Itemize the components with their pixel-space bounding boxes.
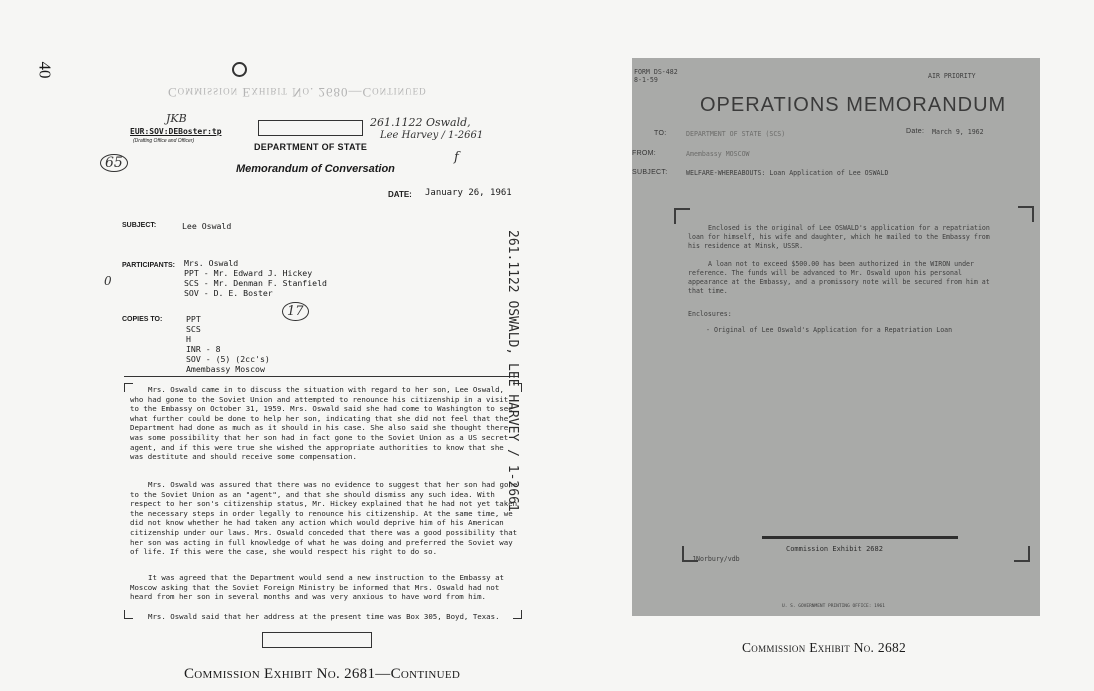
participant: PPT - Mr. Edward J. Hickey — [184, 268, 313, 278]
bottom-classification-box — [262, 632, 372, 648]
priority: AIR PRIORITY — [928, 72, 976, 80]
to-label: TO: — [654, 130, 667, 137]
from-code: EUR:SOV:DEBoster:tp — [130, 127, 222, 136]
memo-paragraph: Mrs. Oswald was assured that there was no evidence to suggest that her son had gone to the Soviet Union as an "agent", and that she should dismiss any such idea. With respect to her son's citizenship status, Mr. Hickey explained that he had not yet taken the necessary steps in order legally to renounce his citizenship. At the same time, we did not know whether he had taken any action which would deprive him of his American citizenship under our laws. Mrs. Oswald conceded that there was a good possibility that her son was acting in full knowledge of what he was doing and preferred the Soviet way of life. If this were the case, she would respect his right to do so. — [130, 480, 518, 557]
ops-paragraph: Enclosed is the original of Lee OSWALD's application for a repatriation loan for himself, his wife and daughter, which he mailed to the Embassy from his residence at Minsk, USSR. — [688, 224, 990, 250]
copy-recipient: PPT — [186, 314, 201, 324]
copy-recipient: SCS — [186, 324, 201, 334]
exhibit-label: Commission Exhibit 2682 — [786, 545, 883, 553]
copy-recipient: H — [186, 334, 191, 344]
copy-recipient: INR - 8 — [186, 344, 221, 354]
form-number: FORM DS-482 — [634, 68, 678, 76]
participant: SOV - D. E. Boster — [184, 288, 273, 298]
participant: Mrs. Oswald — [184, 258, 239, 268]
enclosures-label: Enclosures: — [688, 310, 732, 318]
memo-paragraph: Mrs. Oswald came in to discuss the situation with regard to her son, Lee Oswald, who had gone to the Soviet Union and attempted to renounce his citizenship in a visit to the Embassy on October 31, 1959. Mrs. Oswald said she had come to Washington to see what further could be done to help her son, indicating that she did not feel that the Department had done as much as it should in his case. She also said she thought there was some possibility that her son had in fact gone to the Soviet Union as a US secret agent, and if this were true she wished the appropriate authorities to know that she was destitute and should receive some compensation. — [130, 385, 513, 462]
ops-title: OPERATIONS MEMORANDUM — [700, 94, 1007, 116]
copy-recipient: Amembassy Moscow — [186, 364, 265, 374]
initials-line: JNorbury/vdb — [692, 555, 740, 563]
mirrored-header: Commission Exhibit No. 2680—Continued — [168, 85, 427, 100]
memo-title: Memorandum of Conversation — [236, 163, 395, 175]
department-name: DEPARTMENT OF STATE — [254, 142, 368, 152]
subject-label: SUBJECT: — [122, 222, 157, 229]
copies-label: COPIES TO: — [122, 316, 163, 323]
form-date: 8-1-59 — [634, 76, 658, 84]
subject-label: SUBJECT: — [632, 169, 668, 176]
handwritten-mark: f — [454, 150, 459, 165]
participant: SCS - Mr. Denman F. Stanfield — [184, 278, 327, 288]
initials: JKB — [166, 112, 187, 125]
participants-label: PARTICIPANTS: — [122, 262, 176, 269]
side-stamp-text: 261.1122 OSWALD, LEE HARVEY / 1-2661 — [505, 230, 520, 512]
caption-right: Commission Exhibit No. 2682 — [742, 640, 907, 655]
ops-paragraph: A loan not to exceed $500.00 has been authorized in the WIRON under reference. The funds will be advanced to Mr. Oswald upon his personal appearance at the Embassy, and a promissory note will be secured from him at that time. — [688, 260, 990, 295]
enclosure-item: - Original of Lee Oswald's Application for a Repatriation Loan — [706, 326, 953, 334]
copy-recipient: SOV - (5) (2cc's) — [186, 354, 270, 364]
handwritten-ref-1: 261.1122 Oswald, — [370, 116, 471, 129]
classification-box — [258, 120, 363, 136]
to-value: DEPARTMENT OF STATE (SCS) — [686, 130, 786, 138]
participants-list — [184, 258, 327, 298]
page-number: 40 — [35, 61, 55, 79]
date-label: DATE: — [388, 190, 412, 199]
punch-hole — [232, 62, 247, 77]
memo-paragraph: Mrs. Oswald said that her address at the present time was Box 305, Boyd, Texas. — [148, 612, 500, 621]
handwritten-one: 0 — [104, 274, 112, 288]
copies-list — [186, 314, 270, 374]
margin-number: 65 — [100, 154, 128, 172]
drafting-office: (Drafting Office and Officer) — [133, 138, 195, 144]
side-stamp — [490, 230, 530, 550]
handwritten-circled-number: 17 — [282, 302, 309, 321]
exhibit-stamp — [762, 536, 958, 553]
handwritten-ref-2: Lee Harvey / 1-2661 — [380, 130, 484, 141]
divider-line — [124, 376, 519, 377]
from-label: FROM: — [632, 150, 657, 157]
caption-left: Commission Exhibit No. 2681—Continued — [184, 666, 461, 682]
subject-value: Lee Oswald — [182, 221, 232, 231]
subject-value: WELFARE-WHEREABOUTS: Loan Application of Lee OSWALD — [686, 169, 889, 177]
date-value: January 26, 1961 — [425, 188, 512, 198]
from-value: Amembassy MOSCOW — [686, 150, 750, 158]
memo-paragraph: It was agreed that the Department would send a new instruction to the Embassy at Moscow asking that the Soviet Foreign Ministry be informed that Mrs. Oswald had not heard from her son in several months and was very anxious to have word from him. — [130, 573, 504, 602]
date-value: March 9, 1962 — [932, 128, 984, 136]
date-label: Date: — [906, 128, 925, 135]
printer-line: U. S. GOVERNMENT PRINTING OFFICE: 1961 — [782, 604, 885, 609]
operations-memorandum — [632, 58, 1040, 616]
